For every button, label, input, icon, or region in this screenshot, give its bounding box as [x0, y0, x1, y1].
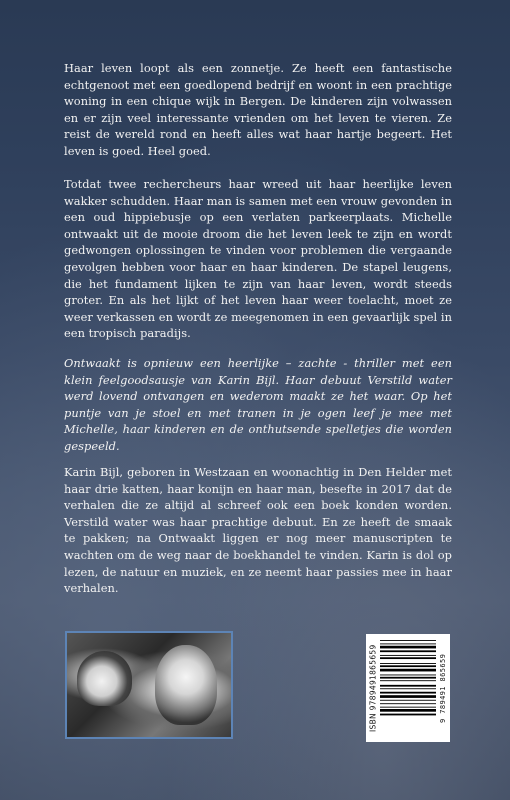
barcode-bar	[380, 650, 436, 652]
blurb-paragraph-intro: Haar leven loopt als een zonnetje. Ze heeft een fantastische echtgenoot met een goedlopend bedrijf en woont in een prachtige woning in een chique wijk in Bergen. De kinderen zijn volwassen en er zijn veel interessante vrienden om het leven te vieren. Ze reist de wereld rond en heeft alles wat haar hartje begeert. Het leven is goed. Heel goed.	[64, 61, 452, 158]
blurb-paragraph-plot: Totdat twee rechercheurs haar wreed uit haar heerlijke leven wakker schudden. Haar man is samen met een vrouw gevonden in een oud hippiebusje op een verlaten parkeerplaats. Michelle ontwaakt uit de mooie droom die het leven leek te zijn en wordt gedwongen oplossingen te vinden voor problemen die vergaande gevolgen hebben voor haar en haar kinderen. De stapel leugens, die het fundament lijken te zijn van haar leven, wordt steeds groter. En als het lijkt of het leven haar weer toelacht, moet ze weer verkassen en wordt ze meegenomen in een gevaarlijk spel in een tropisch paradijs.	[64, 177, 452, 341]
barcode-bar	[380, 665, 436, 667]
author-bio-paragraph: Karin Bijl, geboren in Westzaan en woonachtig in Den Helder met haar drie katten, haar konijn en haar man, besefte in 2017 dat de verhalen die ze altijd al schreef ook een boek konden worden. Verstild water was haar prachtige debuut. En ze heeft de smaak te pakken; na Ontwaakt liggen er nog meer manuscripten te wachten om de weg naar de boekhandel te vinden. Karin is dol op lezen, de natuur en muziek, en ze neemt haar passies mee in haar verhalen.	[64, 465, 452, 596]
barcode-bar	[380, 643, 436, 644]
barcode-bar	[380, 640, 436, 641]
blurb-paragraph-review: Ontwaakt is opnieuw een heerlijke – zachte - thriller met een klein feelgoodsausje van Karin Bijl. Haar debuut Verstild water werd lovend ontvangen en wederom maakt ze het waar. Op het puntje van je stoel en met tranen in je ogen leef je mee met Michelle, haar kinderen en de onthutsende spelletjes die worden gespeeld.	[64, 356, 452, 453]
barcode-bar	[380, 695, 436, 698]
author-photo-cat	[77, 651, 132, 706]
barcode-bar	[380, 692, 436, 694]
barcode-bar	[380, 657, 436, 659]
author-photo-person	[155, 645, 217, 725]
barcode-bar	[380, 714, 436, 716]
barcode-bar	[380, 675, 436, 676]
barcode-bar	[380, 655, 436, 656]
barcode-bar	[380, 700, 436, 701]
barcode-bar	[380, 709, 436, 712]
barcode-bar	[380, 707, 436, 708]
barcode-bar	[380, 680, 436, 681]
author-photo	[65, 631, 233, 739]
isbn-barcode	[366, 634, 450, 742]
barcode-bars	[380, 638, 436, 738]
isbn-label: ISBN 9789491865659	[368, 644, 378, 732]
barcode-bar	[380, 669, 436, 672]
barcode-bar	[380, 688, 436, 689]
barcode-bar	[380, 646, 436, 649]
barcode-bar	[380, 703, 436, 704]
barcode-bar	[380, 685, 436, 687]
barcode-bar	[380, 677, 436, 679]
barcode-digits: 9 789491 865659	[439, 653, 447, 723]
barcode-bar	[380, 663, 436, 664]
